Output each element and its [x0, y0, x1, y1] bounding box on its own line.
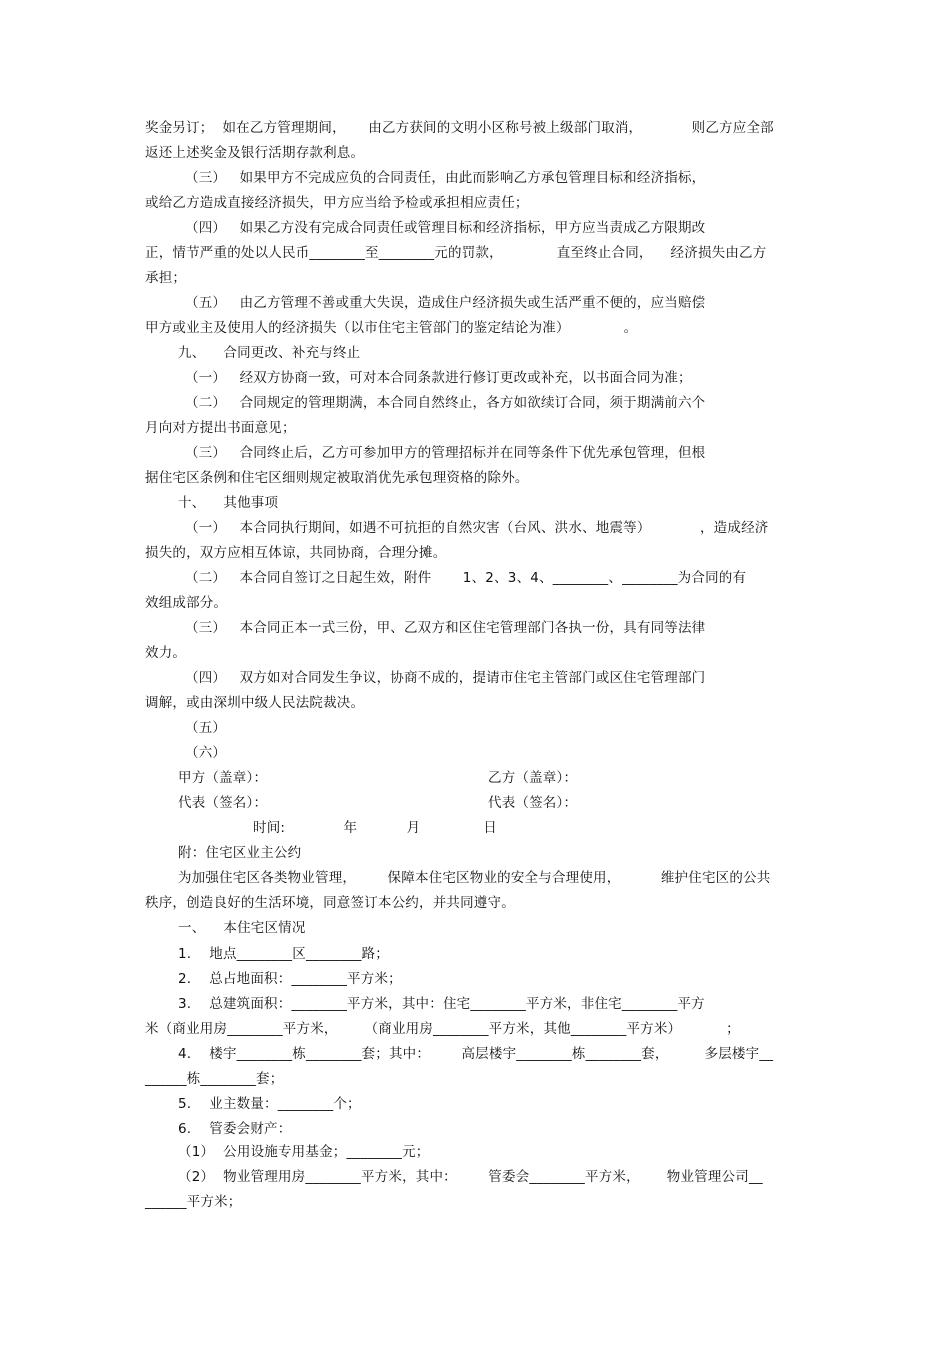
text-line: 米（商业用房________平方米， （商业用房________平方米，其他________平方米） ； — [145, 1021, 740, 1037]
text-line: 损失的，双方应相互体谅，共同协商，合理分摊。 — [145, 545, 447, 561]
text-line: 3. 总建筑面积：________平方米，其中：住宅________平方米，非住宅________平方 — [178, 996, 705, 1012]
text-line: （四） 双方如对合同发生争议，协商不成的，提请市住宅主管部门或区住宅管理部门 — [185, 670, 706, 686]
party-a-seal-label: 甲方（盖章）： — [178, 770, 268, 786]
text-line: 或给乙方造成直接经济损失，甲方应当给予检或承担相应责任； — [145, 195, 529, 211]
text-line: 6. 管委会财产： — [178, 1121, 292, 1137]
party-a-signature-label: 代表（签名）： — [178, 795, 268, 811]
text-line: 承担； — [145, 270, 187, 286]
text-line: （五） — [185, 720, 227, 736]
section-heading: 十、 其他事项 — [178, 495, 279, 511]
text-line: （一） 本合同执行期间，如遇不可抗拒的自然灾害（台风、洪水、地震等） ，造成经济 — [185, 520, 769, 536]
text-line: 月向对方提出书面意见； — [145, 420, 296, 436]
party-b-signature-label: 代表（签名）： — [488, 795, 578, 811]
text-line: （三） 本合同正本一式三份，甲、乙双方和区住宅管理部门各执一份，具有同等法律 — [185, 620, 706, 636]
text-line: 正，情节严重的处以人民币________至________元的罚款， 直至终止合同， 经济损失由乙方 — [145, 245, 767, 261]
text-line: ______栋________套； — [145, 1071, 284, 1087]
text-line: 1. 地点________区________路； — [178, 946, 389, 962]
text-line: （1） 公用设施专用基金；________元； — [178, 1144, 430, 1160]
section-heading: 一、 本住宅区情况 — [178, 920, 306, 936]
section-heading: 九、 合同更改、补充与终止 — [178, 345, 361, 361]
text-line: （二） 合同规定的管理期满，本合同自然终止，各方如欲续订合同，须于期满前六个 — [185, 395, 706, 411]
text-line: 为加强住宅区各类物业管理， 保障本住宅区物业的安全与合理使用， 维护住宅区的公共 — [178, 870, 771, 886]
text-line: 秩序，创造良好的生活环境，同意签订本公约，并共同遵守。 — [145, 895, 515, 911]
text-line: 5. 业主数量：________个； — [178, 1096, 361, 1112]
text-line: （四） 如果乙方没有完成合同责任或管理目标和经济指标，甲方应当责成乙方限期改 — [185, 220, 706, 236]
text-line: （一） 经双方协商一致，可对本合同条款进行修订更改或补充，以书面合同为准； — [185, 370, 692, 386]
date-line: 时间: 年 月 日 — [253, 820, 497, 836]
text-line: 4. 楼宇________栋________套；其中： 高层楼宇________栋________套， 多层楼宇__ — [178, 1046, 774, 1062]
text-line: （六） — [185, 745, 227, 761]
attachment-heading: 附：住宅区业主公约 — [178, 845, 302, 861]
text-line: 调解，或由深圳中级人民法院裁决。 — [145, 695, 365, 711]
text-line: 据住宅区条例和住宅区细则规定被取消优先承包理资格的除外。 — [145, 470, 529, 486]
text-line: （三） 如果甲方不完成应负的合同责任，由此而影响乙方承包管理目标和经济指标， — [185, 170, 706, 186]
text-line: ______平方米； — [145, 1194, 242, 1210]
text-line: （五） 由乙方管理不善或重大失误，造成住户经济损失或生活严重不便的，应当赔偿 — [185, 295, 706, 311]
text-line: （三） 合同终止后，乙方可参加甲方的管理招标并在同等条件下优先承包管理，但根 — [185, 445, 706, 461]
text-line: 效组成部分。 — [145, 595, 228, 611]
text-line: 奖金另订； 如在乙方管理期间， 由乙方获间的文明小区称号被上级部门取消， 则乙方应全部 — [145, 120, 774, 136]
text-line: 甲方或业主及使用人的经济损失（以市住宅主管部门的鉴定结论为准） 。 — [145, 320, 638, 336]
text-line: 效力。 — [145, 645, 187, 661]
text-line: 2. 总占地面积：________平方米； — [178, 971, 402, 987]
text-line: （二） 本合同自签订之日起生效，附件 1、2、3、4、________、________为合同的有 — [185, 570, 747, 586]
text-line: 返还上述奖金及银行活期存款利息。 — [145, 145, 365, 161]
text-line: （2） 物业管理用房________平方米，其中： 管委会________平方米， 物业管理公司__ — [178, 1169, 763, 1185]
party-b-seal-label: 乙方（盖章）： — [488, 770, 578, 786]
